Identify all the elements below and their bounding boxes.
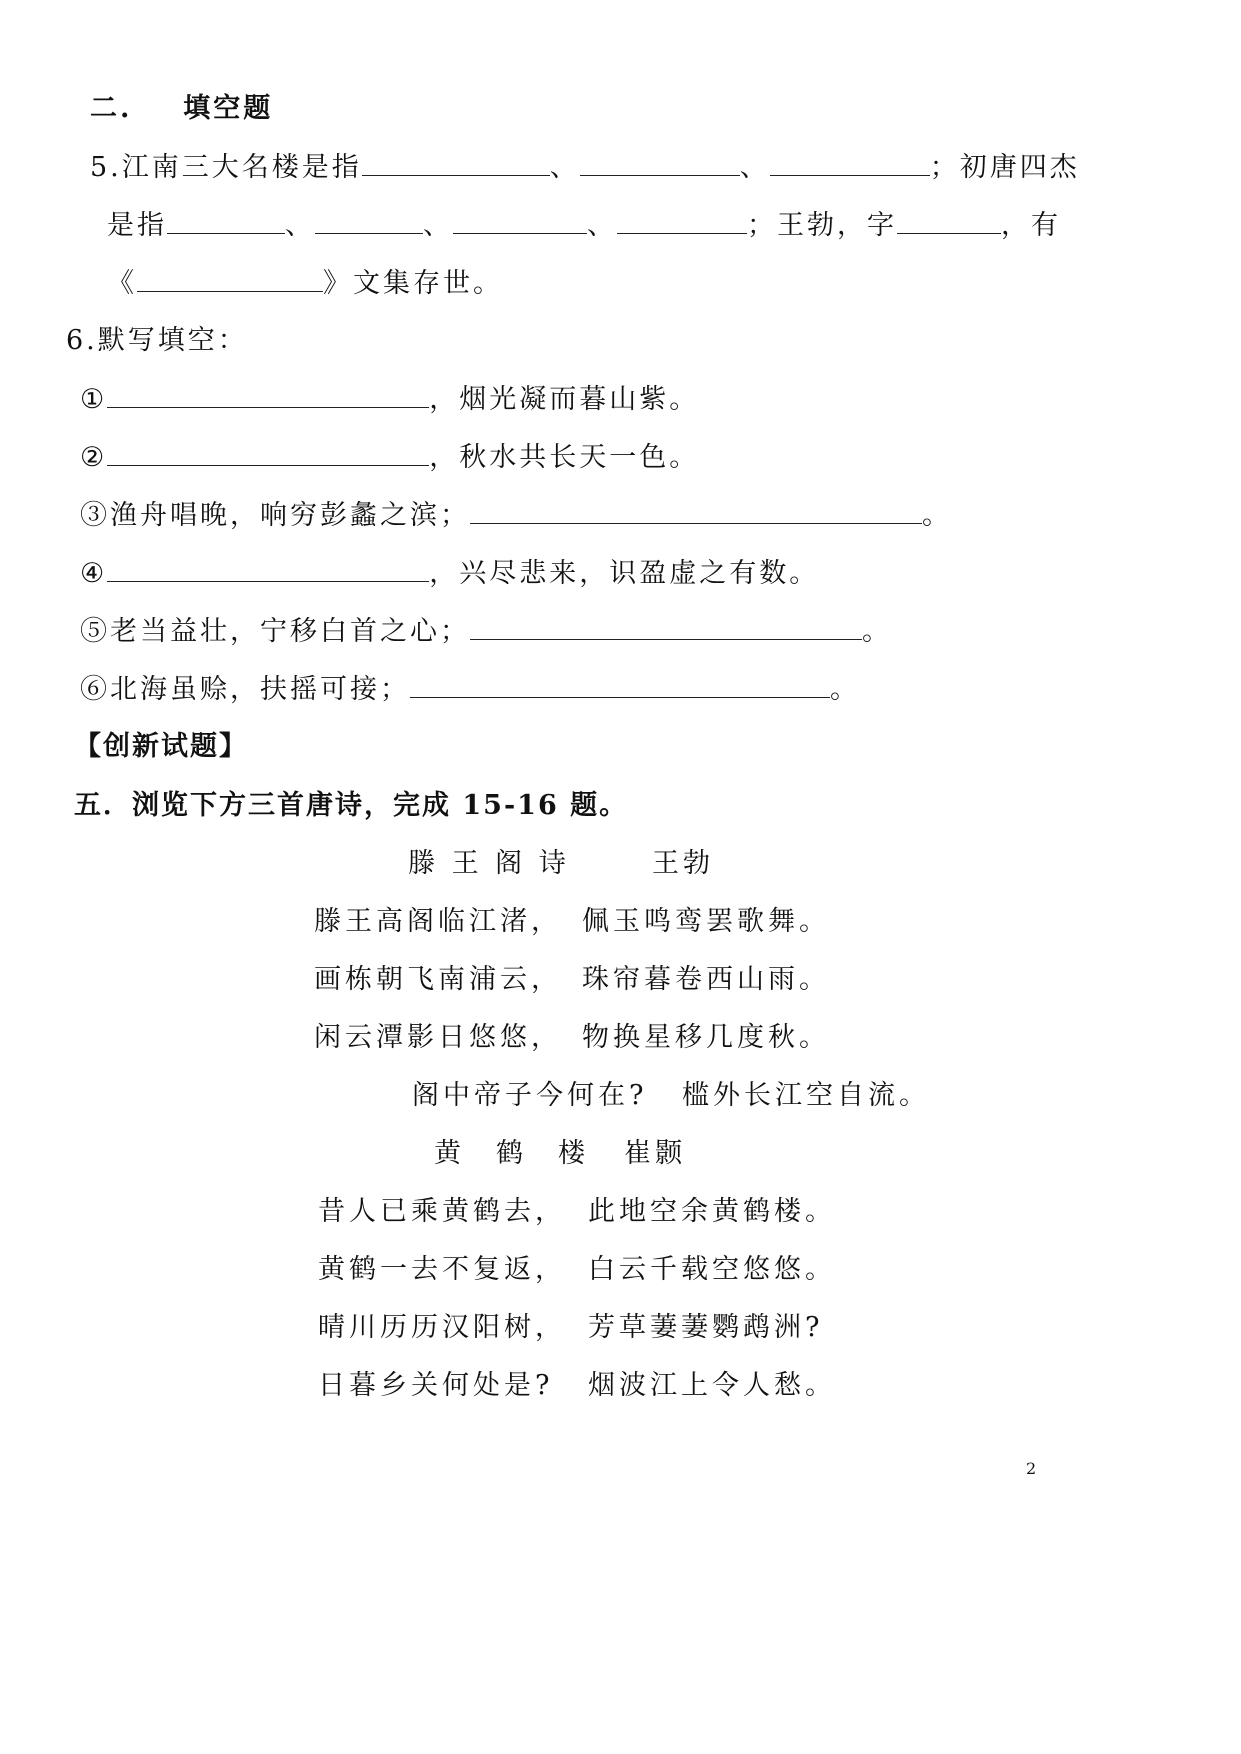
- item-text: 北海虽赊，扶摇可接；: [110, 674, 410, 705]
- item-text: 。: [830, 674, 860, 705]
- book-open-bracket: 《: [107, 268, 137, 299]
- poem-author: 崔颢: [624, 1138, 686, 1169]
- poem-line: 滕王高阁临江渚，: [314, 906, 562, 937]
- poem-line: 物换星移几度秋。: [582, 1022, 830, 1053]
- answer-blank[interactable]: [107, 385, 429, 408]
- item-text: 老当益壮，宁移白首之心；: [110, 616, 470, 647]
- item-number: ⑥: [80, 674, 110, 705]
- section-five-heading: 五．浏览下方三首唐诗，完成 15-16 题。: [74, 790, 629, 821]
- poem-line: 烟波江上令人愁。: [588, 1370, 836, 1401]
- answer-blank[interactable]: [617, 211, 747, 234]
- item-number: ⑤: [80, 616, 110, 647]
- poem-line: 芳草萋萋鹦鹉洲?: [588, 1312, 824, 1343]
- q5-suffix: ，有: [1001, 210, 1061, 241]
- innovation-header: 【创新试题】: [74, 731, 248, 762]
- item-text: ，兴尽悲来，识盈虚之有数。: [429, 558, 820, 589]
- poem-line: 画栋朝飞南浦云，: [314, 964, 562, 995]
- poem-line: 珠帘暮卷西山雨。: [582, 964, 830, 995]
- item-text: 。: [862, 616, 892, 647]
- poem-title: 黄 鹤 楼: [434, 1138, 589, 1169]
- answer-blank[interactable]: [897, 211, 1001, 234]
- poem-title-text: 滕 王 阁 诗: [408, 848, 570, 879]
- q6-item-5: [80, 617, 892, 645]
- separator: 、: [423, 210, 453, 241]
- poem-line: 白云千载空悠悠。: [588, 1254, 836, 1285]
- answer-blank[interactable]: [107, 443, 429, 466]
- item-text: ，烟光凝而暮山紫。: [429, 384, 700, 415]
- answer-blank[interactable]: [107, 559, 429, 582]
- answer-blank[interactable]: [770, 153, 930, 176]
- poem-line: 阁中帝子今何在?: [412, 1080, 648, 1111]
- q6-item-6: [80, 675, 860, 703]
- q6-item-4: [80, 559, 819, 587]
- q6-item-1: [80, 385, 699, 413]
- item-number: ②: [80, 442, 108, 473]
- poem-line: 此地空余黄鹤楼。: [588, 1196, 836, 1227]
- answer-blank[interactable]: [470, 501, 922, 524]
- answer-blank[interactable]: [453, 211, 587, 234]
- poem-line: 晴川历历汉阳树，: [318, 1312, 566, 1343]
- item-number: ④: [80, 558, 108, 589]
- q5-prefix: 5.江南三大名楼是指: [90, 152, 362, 183]
- item-text: 。: [922, 500, 952, 531]
- answer-blank[interactable]: [315, 211, 423, 234]
- q5-suffix: ；初唐四杰: [929, 152, 1080, 183]
- section-number: 二.: [90, 93, 133, 124]
- item-number: ③: [80, 500, 110, 531]
- poem-line: 佩玉鸣鸾罢歌舞。: [582, 906, 830, 937]
- separator: 、: [549, 152, 580, 183]
- q6-item-2: [80, 443, 699, 471]
- item-number: ①: [80, 384, 108, 415]
- q5-mid: ；王勃，字: [747, 210, 897, 241]
- q5-close: 》文集存世。: [323, 268, 503, 299]
- separator: 、: [285, 210, 315, 241]
- page-number: 2: [1026, 1459, 1037, 1478]
- q5-prefix: 是指: [107, 210, 167, 241]
- poem-line: 日暮乡关何处是?: [318, 1370, 554, 1401]
- q6-item-3: [80, 501, 952, 529]
- q6-title: 6.默写填空：: [66, 325, 248, 356]
- q5-line-1: [90, 153, 1080, 181]
- q5-line-3: [107, 269, 503, 297]
- answer-blank[interactable]: [362, 153, 550, 176]
- answer-blank[interactable]: [167, 211, 285, 234]
- poem-line: 昔人已乘黄鹤去，: [318, 1196, 566, 1227]
- answer-blank[interactable]: [470, 617, 862, 640]
- answer-blank[interactable]: [137, 269, 323, 292]
- poem-line: 槛外长江空自流。: [682, 1080, 930, 1111]
- item-text: ，秋水共长天一色。: [429, 442, 700, 473]
- separator: 、: [739, 152, 770, 183]
- answer-blank[interactable]: [410, 675, 830, 698]
- section-heading: [90, 95, 273, 122]
- q5-line-2: [107, 211, 1061, 239]
- poem-title: [408, 850, 570, 877]
- separator: 、: [587, 210, 617, 241]
- answer-blank[interactable]: [580, 153, 740, 176]
- poem-author: 王勃: [652, 848, 714, 879]
- item-text: 渔舟唱晚，响穷彭蠡之滨；: [110, 500, 470, 531]
- poem-line: 闲云潭影日悠悠，: [314, 1022, 562, 1053]
- poem-line: 黄鹤一去不复返，: [318, 1254, 566, 1285]
- section-title: 填空题: [183, 93, 274, 124]
